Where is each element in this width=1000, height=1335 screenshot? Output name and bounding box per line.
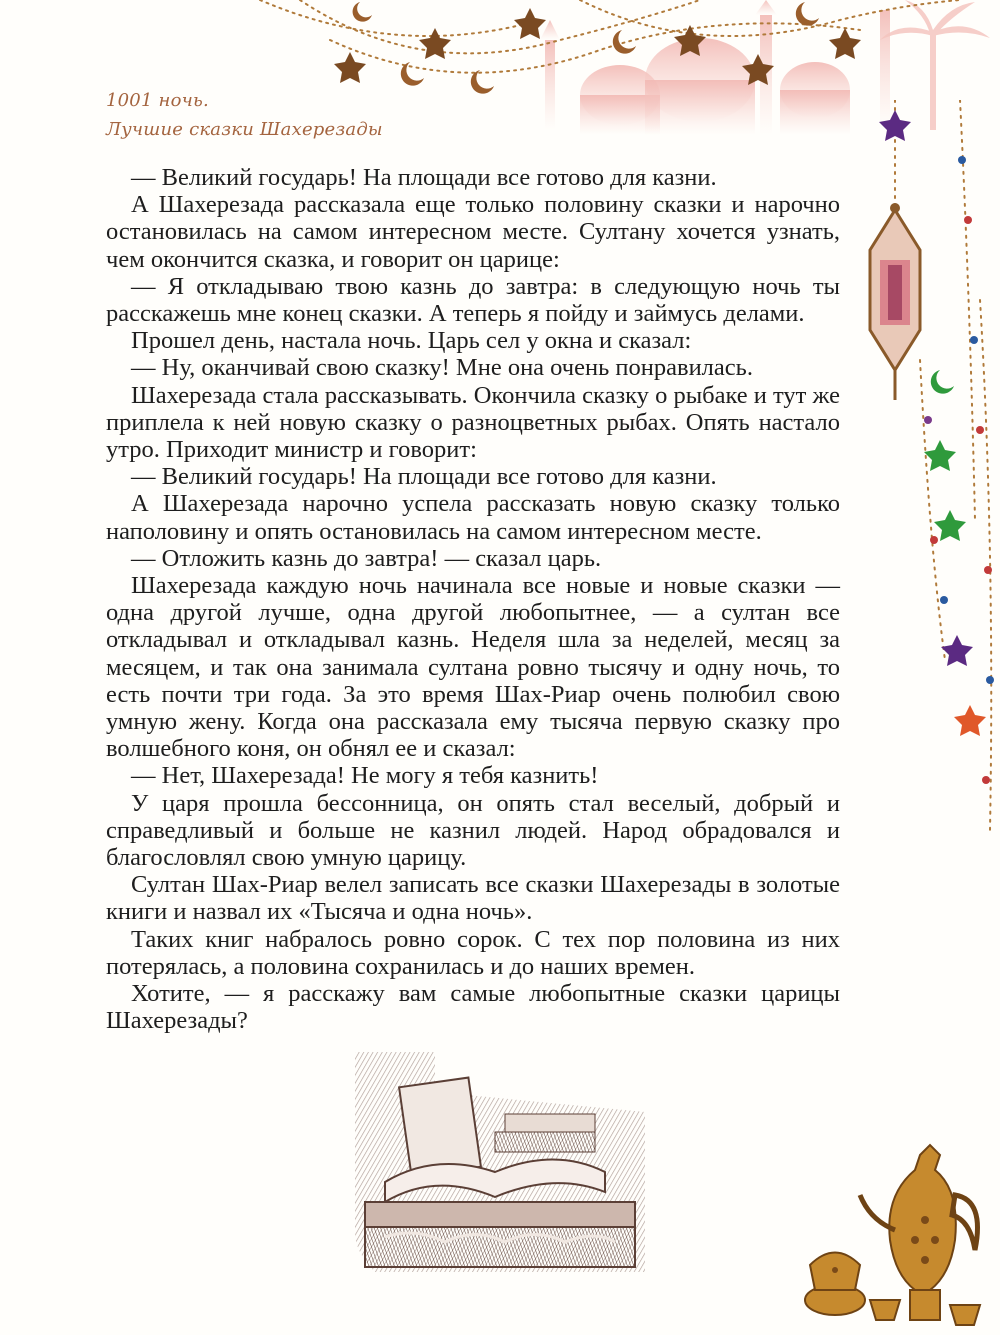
book-subtitle: Лучшие сказки Шахерезады [106,119,383,140]
book-engraving-icon [345,1052,645,1272]
running-header [106,86,383,144]
paragraph: Шахерезада каждую ночь начинала все новые и новые сказки — одна другой лучше, одна другой любопытнее, — а султан все откладывал и откладывал казнь. Неделя шла за неделей, месяц за месяцем, и так она занимала султана ровно тысячу и одну ночь, то есть почти три года. За это время Шах-Риар очень полюбил свою умную жену. Когда она рассказала ему тысяча первую сказку про волшебного коня, он обнял ее и сказал: [106,572,840,763]
paragraph: А Шахерезада нарочно успела рассказать новую сказку только наполовину и опять остановилась на самом интересном месте. [106,490,840,545]
paragraph: Прошел день, настала ночь. Царь сел у окна и сказал: [131,327,692,355]
paragraph: Шахерезада стала рассказывать. Окончила сказку о рыбаке и тут же приплела к ней новую сказку о разноцветных рыбах. Опять настало утро. Приходит министр и говорит: [106,381,840,464]
paragraph: — Отложить казнь до завтра! — сказал царь. [131,544,602,572]
paragraph: Хотите, — я расскажу вам самые любопытные сказки царицы Шахерезады? [106,980,840,1035]
paragraph: У царя прошла бессонница, он опять стал веселый, добрый и справедливый и больше не казнил людей. Народ обрадовался и благословлял свою умную царицу. [106,789,840,872]
paragraph: А Шахерезада рассказала еще только половину сказки и нарочно остановилась на самом интересном месте. Султану хочется узнать, чем окончится сказка, и говорит он царице: [106,191,840,273]
book-title: 1001 ночь. [106,90,209,111]
hanging-lantern-icon [850,100,1000,860]
paragraph: — Я откладываю твою казнь до завтра: в следующую ночь ты расскажешь мне конец сказки. А теперь я пойду и займусь делами. [106,272,840,328]
paragraph: Султан Шах-Риар велел записать все сказки Шахерезады в золотые книги и назвал их «Тысяча и одна ночь». [106,871,840,926]
mosque-skyline-icon [540,0,890,135]
teapot-icon [790,1140,990,1335]
paragraph: — Великий государь! На площади все готово для казни. [131,164,717,191]
paragraph: — Ну, оканчивай свою сказку! Мне она очень понравилась. [131,354,753,382]
paragraph: — Великий государь! На площади все готово для казни. [131,463,717,491]
story-text [106,164,840,1035]
paragraph: — Нет, Шахерезада! Не могу я тебя казнить! [131,762,599,790]
paragraph: Таких книг набралось ровно сорок. С тех пор половина из них потерялась, а половина сохранилась и до наших времен. [106,925,840,980]
